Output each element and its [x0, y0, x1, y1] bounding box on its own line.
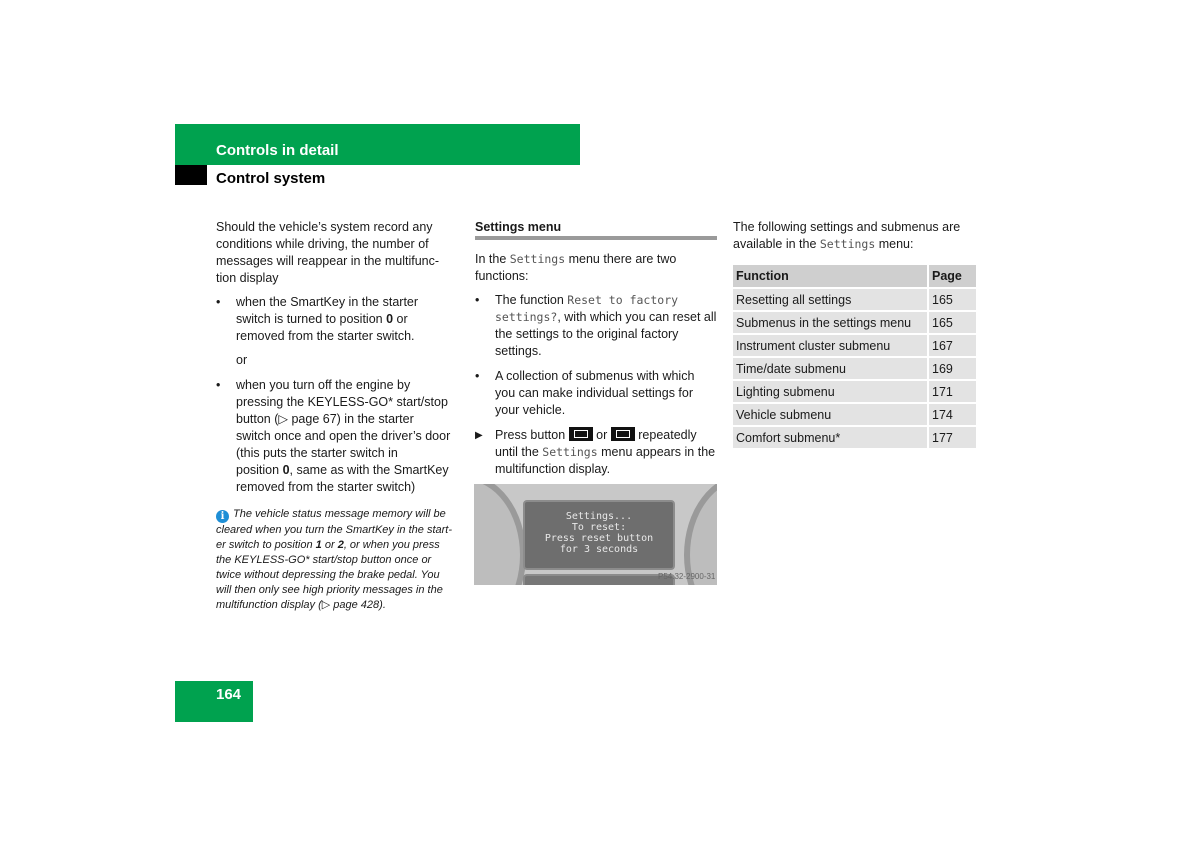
section-marker: [175, 165, 207, 185]
previous-window-button-icon: [611, 427, 635, 441]
image-code: P54.32-2900-31: [658, 572, 716, 581]
table-row: Resetting all settings 165: [733, 288, 976, 311]
section-title: Control system: [216, 170, 326, 187]
column-header: Page: [928, 265, 976, 288]
right-gauge: [684, 484, 717, 585]
next-window-button-icon: [569, 427, 593, 441]
settings-menu-heading: Settings menu: [475, 220, 562, 234]
info-note: i The vehicle status message memory will be cleared when you turn the SmartKey in the start- er switch to position 1 or 2, or when you press the KEYLESS-GO* start/stop button once or twice without depressing the brake pedal. You will then only see high priority messages in the multifunction display (▷ page 428).: [216, 508, 453, 611]
table-row: Instrument cluster submenu 167: [733, 334, 976, 357]
settings-table: [733, 265, 976, 450]
multifunction-display-image: [474, 484, 717, 585]
col1-intro: Should the vehicle’s system record any conditions while driving, the number of messages will reappear in the multifunc- tion display: [216, 220, 440, 285]
heading-rule: [475, 236, 717, 240]
info-icon: i: [216, 510, 229, 523]
table-row: Time/date submenu 169: [733, 357, 976, 380]
or-text: or: [236, 353, 248, 367]
chapter-title: Controls in detail: [216, 142, 339, 159]
table-row: Comfort submenu* 177: [733, 426, 976, 449]
lower-display: [523, 574, 675, 585]
display-screen: Settings... To reset: Press reset button for 3 seconds: [523, 500, 675, 570]
table-row: Submenus in the settings menu 165: [733, 311, 976, 334]
table-row: Vehicle submenu 174: [733, 403, 976, 426]
col3-intro: The following settings and submenus are available in the Settings menu:: [733, 220, 961, 251]
table-header-row: [733, 265, 976, 288]
page-number-box: [175, 681, 253, 722]
table-row: Lighting submenu 171: [733, 380, 976, 403]
step-arrow-icon: ▶: [475, 430, 483, 441]
left-gauge: [474, 484, 526, 585]
column-header: Function: [733, 265, 928, 288]
col2-intro: In the Settings menu there are two functions:: [475, 252, 677, 283]
page-number: 164: [216, 686, 242, 703]
